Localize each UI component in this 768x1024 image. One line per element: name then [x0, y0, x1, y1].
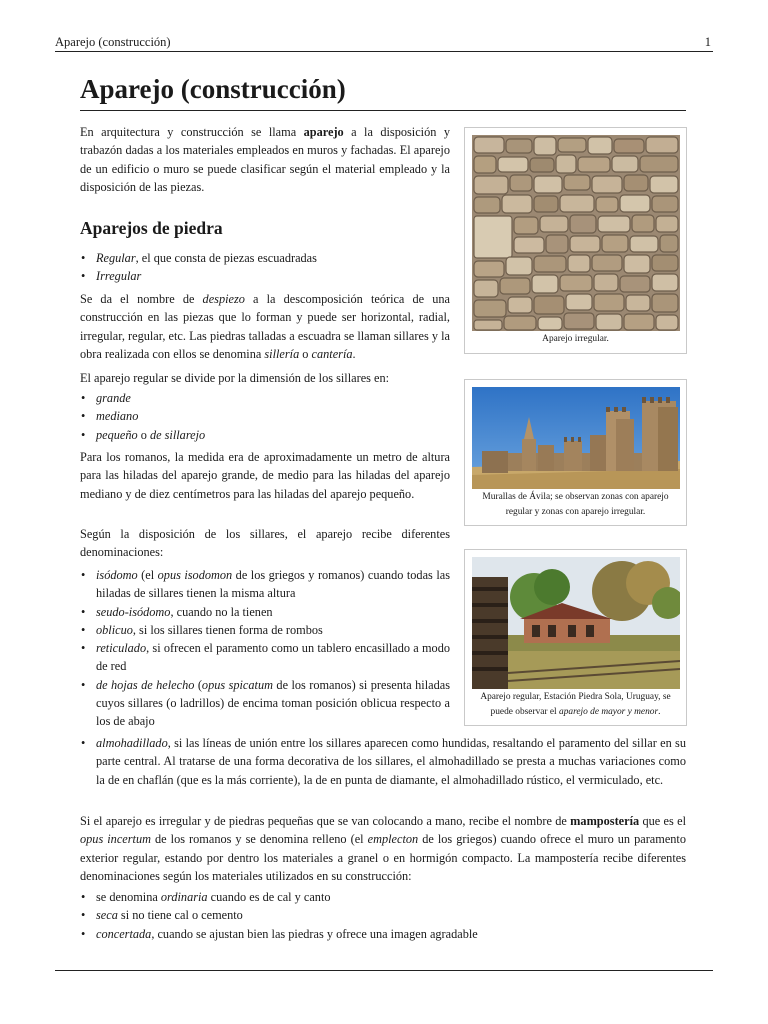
stone-wall-photo [472, 135, 680, 331]
term-aparejo: aparejo [303, 125, 344, 139]
list-item: • pequeño o de sillarejo [80, 426, 450, 444]
figure-caption: Murallas de Ávila; se observan zonas con aparejo regular y zonas con aparejo irregular. [482, 492, 669, 517]
disposicion-paragraph: Según la disposición de los sillares, el aparejo recibe diferentes denominaciones: [80, 527, 450, 560]
list-item: • concertada, cuando se ajustan bien las piedras y ofrece una imagen agradable [80, 925, 686, 943]
page-title: Aparejo (construcción) [80, 70, 686, 111]
list-item: • isódomo (el opus isodomon de los griegos y romanos) cuando todas las hiladas de sillares tienen la misma altura [80, 566, 450, 603]
list-item: • reticulado, si ofrecen el paramento como un tablero encasillado a modo de red [80, 639, 450, 676]
despiezo-paragraph: Se da el nombre de despiezo a la descomposición teórica de una construcción en las piezas que lo forman y puede ser horizontal, radial, irregular, regular, etc. Las piedras talladas a escuadra se llaman sillares y la obra realizada con ellos se denomina sillería o cantería. [80, 292, 450, 361]
list-item: • almohadillado, si las líneas de unión entre los sillares aparecen como hundidas, resaltando el paramento del sillar en su parte central. Al tratarse de una forma decorativa de los sillares, el almohadillado se presta a muchas variaciones como la de en chaflán (que es la más corriente), la de en punta de diamante, el almohadillado rústico, el vermiculado, etc. [80, 734, 686, 789]
list-item: • seudo-isódomo, cuando no la tienen [80, 603, 450, 621]
dimension-paragraph: El aparejo regular se divide por la dimensión de los sillares en: [80, 371, 390, 385]
list-item: • de hojas de helecho (opus spicatum de los romanos) si presenta hiladas cuyos sillares (o ladrillos) de encima toman posición oblicua respecto a los de abajo [80, 676, 450, 731]
list-item: • mediano [80, 407, 450, 425]
mamposteria-paragraph: Si el aparejo es irregular y de piedras pequeñas que se van colocando a mano, recibe el nombre de mampostería que es el opus incertum de los romanos y se denomina relleno (el emplecton de los griegos) cuando ofrece el muro un paramento exterior regular, estando por dentro los materiales a granel o en hormigón compacto. La mampostería recibe diferentes denominaciones según los materiales utilizados en su construcción: [80, 814, 686, 883]
figure-piedra-sola [464, 549, 687, 726]
section-heading: Aparejos de piedra [80, 218, 223, 238]
footer-rule [55, 970, 713, 971]
railway-station-photo [472, 557, 680, 689]
figure-caption: Aparejo regular, Estación Piedra Sola, Uruguay, se puede observar el aparejo de mayor y menor. [480, 692, 671, 717]
list-item: • oblicuo, si los sillares tienen forma de rombos [80, 621, 450, 639]
romanos-paragraph: Para los romanos, la medida era de aproximadamente un metro de altura para las hiladas del aparejo grande, de medio para las hiladas del aparejo mediano y de diez centímetros para las hiladas del aparejo pequeño. [80, 450, 450, 501]
list-tipos [80, 249, 450, 286]
list-item: • se denomina ordinaria cuando es de cal y canto [80, 888, 686, 906]
list-item: • seca si no tiene cal o cemento [80, 906, 686, 924]
running-title: Aparejo (construcción) [55, 35, 171, 49]
list-mamposteria [80, 888, 686, 943]
running-header [55, 34, 713, 52]
list-item: • Regular, el que consta de piezas escuadradas [80, 249, 450, 267]
figure-avila [464, 379, 687, 526]
avila-walls-photo [472, 387, 680, 489]
list-item: • grande [80, 389, 450, 407]
page-number: 1 [704, 35, 711, 49]
list-dimensiones [80, 389, 450, 444]
list-disposicion [80, 566, 450, 731]
intro-paragraph: En arquitectura y construcción se llama aparejo a la disposición y trabazón dadas a los materiales empleados en muros y fachadas. El aparejo de un edificio o muro se puede clasificar según el material empleado y la disposición de las piezas. [80, 125, 450, 194]
figure-irregular [464, 127, 687, 354]
list-almohadillado [80, 734, 686, 789]
figure-caption: Aparejo irregular. [542, 334, 609, 344]
list-item: • Irregular [80, 267, 450, 285]
